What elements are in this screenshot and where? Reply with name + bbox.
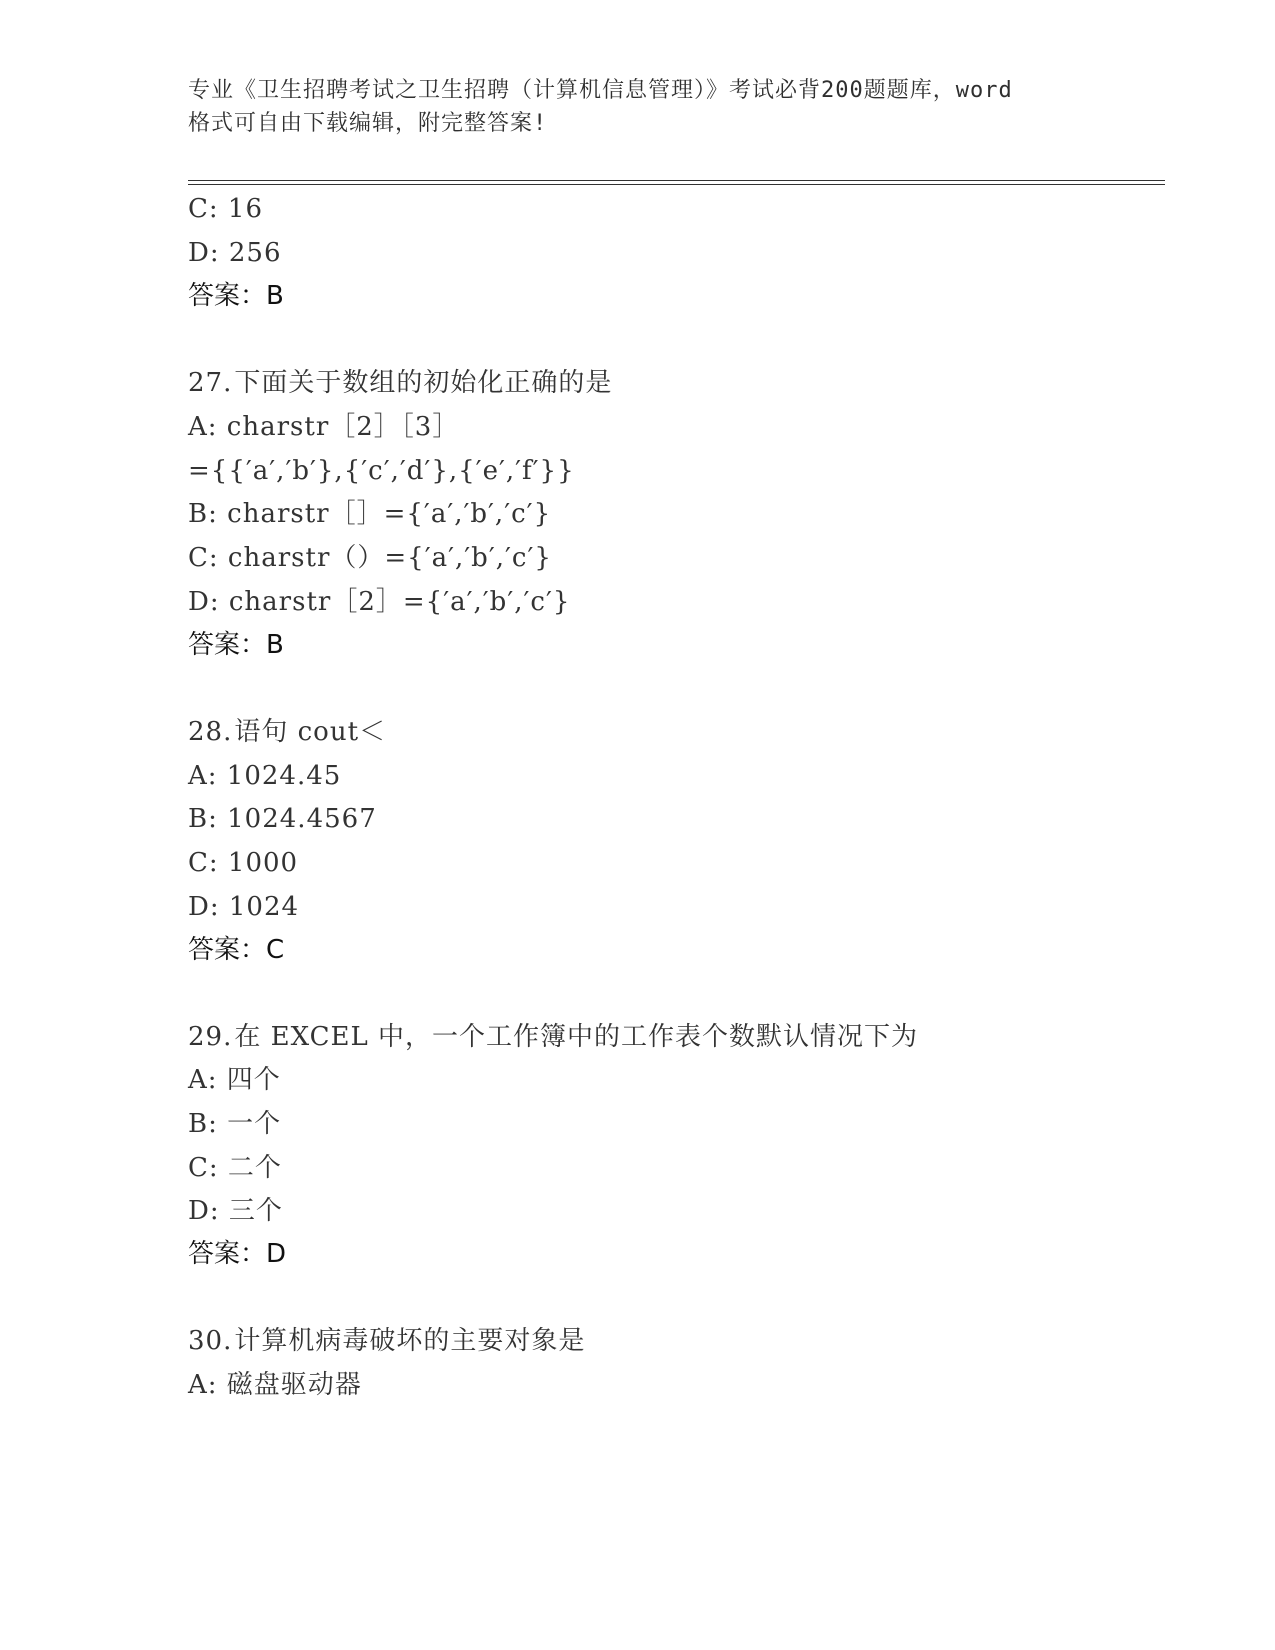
q29-number: 29. xyxy=(188,1022,233,1052)
q28-answer: 答案：C xyxy=(188,935,285,965)
q29-option-b: B: 一个 xyxy=(188,1109,282,1139)
q30-stem-text: 计算机病毒破坏的主要对象是 xyxy=(234,1326,586,1356)
q27-number: 27. xyxy=(188,368,233,398)
q27-option-a-line1: A: charstr［2］［3］ xyxy=(188,412,460,442)
q28-number: 28. xyxy=(188,717,233,747)
q29-stem-text: 在 EXCEL 中，一个工作簿中的工作表个数默认情况下为 xyxy=(234,1022,919,1052)
q27-stem-text: 下面关于数组的初始化正确的是 xyxy=(234,368,613,398)
prev-option-c: C: 16 xyxy=(188,194,264,224)
q30-stem xyxy=(188,1325,585,1357)
q27-option-b: B: charstr［］={′a′,′b′,′c′} xyxy=(188,499,552,529)
q29-stem xyxy=(188,1021,918,1053)
q27-option-c: C: charstr（）={′a′,′b′,′c′} xyxy=(188,543,552,573)
q28-stem xyxy=(188,716,386,748)
header-divider-bottom xyxy=(188,184,1165,185)
header-title-line-2: 格式可自由下载编辑，附完整答案! xyxy=(188,111,548,136)
q28-option-a: A: 1024.45 xyxy=(188,761,342,791)
q29-answer: 答案：D xyxy=(188,1239,287,1269)
q29-option-a: A: 四个 xyxy=(188,1065,281,1095)
q30-option-a: A: 磁盘驱动器 xyxy=(188,1370,362,1400)
q27-stem xyxy=(188,367,612,399)
header-title-line-1: 专业《卫生招聘考试之卫生招聘（计算机信息管理）》考试必背200题题库，word xyxy=(188,78,1013,103)
q27-option-a-line2: ={{′a′,′b′},{′c′,′d′},{′e′,′f′}} xyxy=(188,456,575,486)
q30-number: 30. xyxy=(188,1326,233,1356)
prev-option-d: D: 256 xyxy=(188,238,282,268)
header-divider-top xyxy=(188,180,1165,181)
q28-stem-text: 语句 cout＜ xyxy=(234,717,387,747)
q27-option-d: D: charstr［2］={′a′,′b′,′c′} xyxy=(188,587,571,617)
prev-answer: 答案：B xyxy=(188,281,284,311)
q28-option-b: B: 1024.4567 xyxy=(188,804,377,834)
q29-option-d: D: 三个 xyxy=(188,1196,283,1226)
document-header xyxy=(188,74,1108,140)
q28-option-d: D: 1024 xyxy=(188,892,300,922)
q27-answer: 答案：B xyxy=(188,630,284,660)
q29-option-c: C: 二个 xyxy=(188,1153,282,1183)
q28-option-c: C: 1000 xyxy=(188,848,299,878)
